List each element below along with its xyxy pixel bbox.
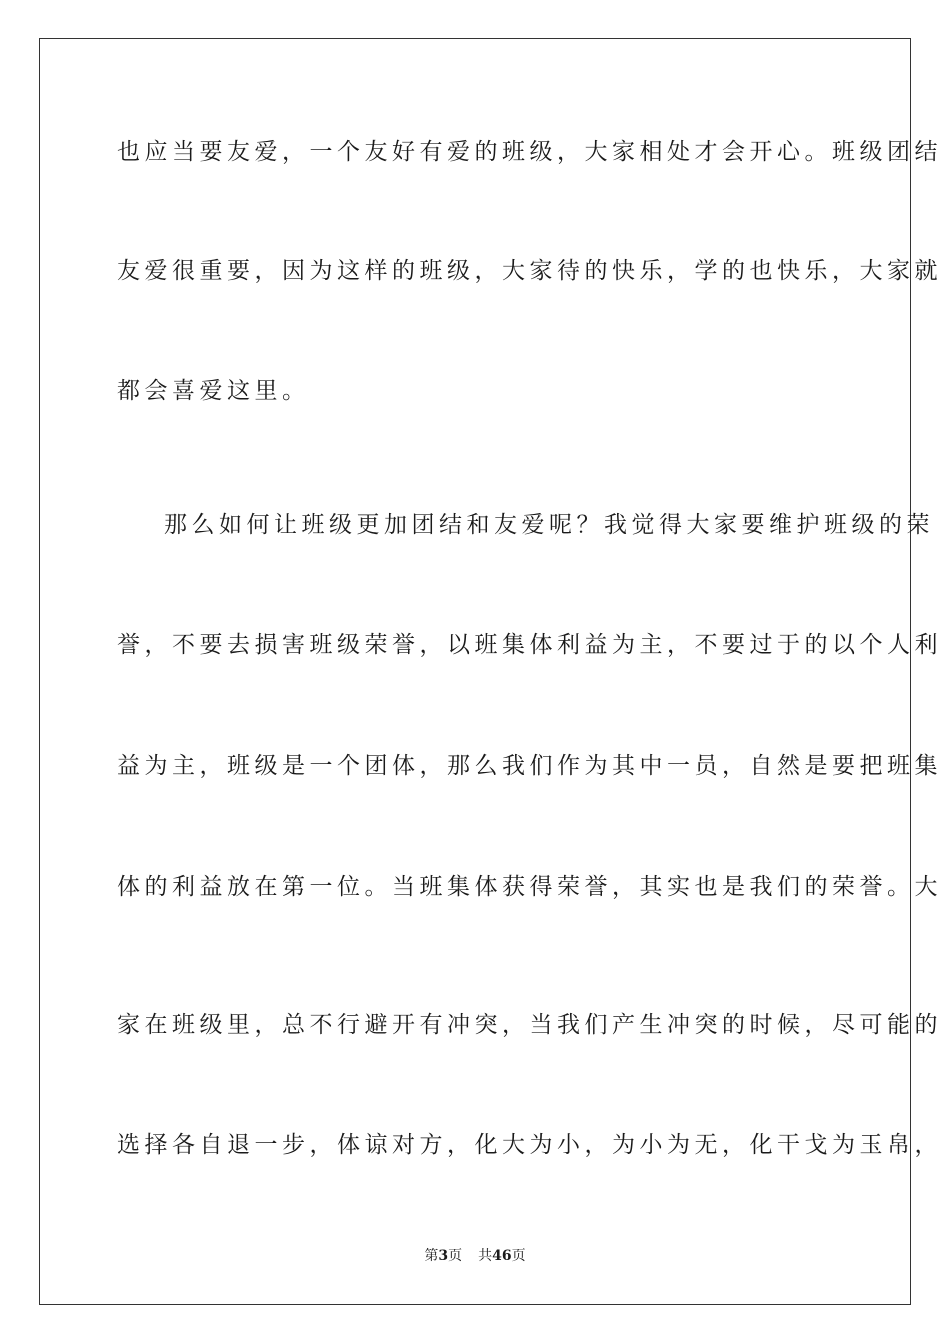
page-indicator (424, 1246, 462, 1266)
text-line: 体的利益放在第一位。当班集体获得荣誉，其实也是我们的荣誉。大 (117, 874, 942, 900)
text-line: 益为主，班级是一个团体，那么我们作为其中一员，自然是要把班集 (117, 753, 942, 779)
total-page-count: 46 (492, 1248, 512, 1264)
text-line: 都会喜爱这里。 (117, 378, 310, 404)
text-line: 誉，不要去损害班级荣誉，以班集体利益为主，不要过于的以个人利 (117, 632, 942, 658)
page-prefix: 第 (424, 1248, 439, 1264)
text-line: 友爱很重要，因为这样的班级，大家待的快乐，学的也快乐，大家就 (117, 258, 942, 284)
page-suffix: 页 (448, 1248, 463, 1264)
text-line: 家在班级里，总不行避开有冲突，当我们产生冲突的时候，尽可能的 (117, 1012, 942, 1038)
current-page-number: 3 (438, 1248, 449, 1264)
total-prefix: 共 (478, 1248, 493, 1264)
page-frame (39, 38, 942, 1305)
page-footer (0, 1246, 950, 1266)
text-line: 选择各自退一步，体谅对方，化大为小，为小为无，化干戈为玉帛， (117, 1132, 942, 1158)
total-pages-indicator (478, 1246, 525, 1266)
paragraph-first-line: 那么如何让班级更加团结和友爱呢？我觉得大家要维护班级的荣 (164, 512, 934, 538)
total-suffix: 页 (511, 1248, 526, 1264)
text-line: 也应当要友爱，一个友好有爱的班级，大家相处才会开心。班级团结 (117, 139, 942, 165)
